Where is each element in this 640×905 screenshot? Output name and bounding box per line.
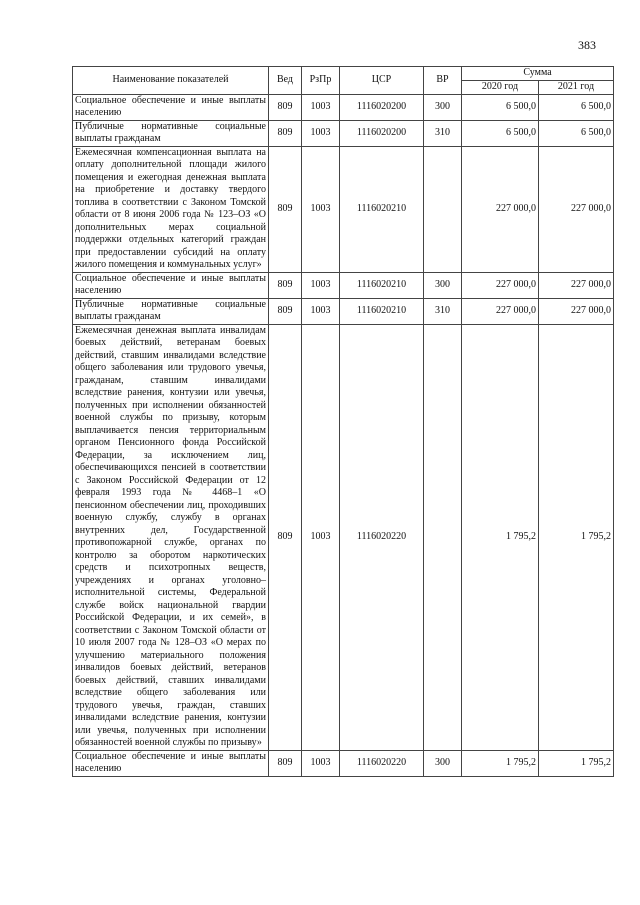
row-sum-2020: 6 500,0 — [462, 120, 539, 146]
row-sum-2020: 6 500,0 — [462, 94, 539, 120]
row-sum-2020: 227 000,0 — [462, 272, 539, 298]
header-year-2021: 2021 год — [539, 81, 614, 95]
page-number: 383 — [578, 38, 596, 52]
row-name: Социальное обеспечение и иные выплаты населению — [73, 94, 269, 120]
row-vr — [424, 324, 462, 750]
row-csr: 1116020220 — [340, 750, 424, 776]
row-csr: 1116020200 — [340, 120, 424, 146]
row-name: Публичные нормативные социальные выплаты гражданам — [73, 298, 269, 324]
row-vr — [424, 146, 462, 272]
row-sum-2021: 227 000,0 — [539, 146, 614, 272]
row-sum-2021: 1 795,2 — [539, 324, 614, 750]
row-sum-2021: 6 500,0 — [539, 94, 614, 120]
header-year-2020: 2020 год — [462, 81, 539, 95]
table-row — [73, 120, 614, 146]
row-name: Социальное обеспечение и иные выплаты населению — [73, 750, 269, 776]
row-rzpr: 1003 — [302, 272, 340, 298]
row-name: Социальное обеспечение и иные выплаты населению — [73, 272, 269, 298]
row-csr: 1116020220 — [340, 324, 424, 750]
row-csr: 1116020210 — [340, 298, 424, 324]
row-rzpr: 1003 — [302, 146, 340, 272]
table-row — [73, 324, 614, 750]
row-rzpr: 1003 — [302, 120, 340, 146]
row-ved: 809 — [269, 324, 302, 750]
row-name: Публичные нормативные социальные выплаты гражданам — [73, 120, 269, 146]
header-name: Наименование показателей — [73, 67, 269, 95]
row-sum-2021: 227 000,0 — [539, 272, 614, 298]
header-summa: Сумма — [462, 67, 614, 81]
header-vr: ВР — [424, 67, 462, 95]
row-rzpr: 1003 — [302, 94, 340, 120]
row-ved: 809 — [269, 120, 302, 146]
row-sum-2020: 1 795,2 — [462, 750, 539, 776]
table-row — [73, 750, 614, 776]
table-row — [73, 146, 614, 272]
row-vr: 300 — [424, 94, 462, 120]
table-row — [73, 94, 614, 120]
row-vr: 310 — [424, 120, 462, 146]
row-csr: 1116020210 — [340, 146, 424, 272]
row-sum-2021: 6 500,0 — [539, 120, 614, 146]
row-csr: 1116020200 — [340, 94, 424, 120]
row-sum-2020: 227 000,0 — [462, 146, 539, 272]
row-vr: 310 — [424, 298, 462, 324]
budget-table — [72, 66, 614, 777]
row-rzpr: 1003 — [302, 298, 340, 324]
row-name: Ежемесячная компенсационная выплата на оплату дополнительной площади жилого помещения и ежегодная денежная выплата на приобретение и доставку твердого топлива в соответствии с Законом Томской области от 8 июня 2006 года № 123–ОЗ «О дополнительных мерах социальной поддержки отдельных категорий граждан при предоставлении субсидий на оплату жилого помещения и коммунальных услуг» — [73, 146, 269, 272]
row-csr: 1116020210 — [340, 272, 424, 298]
row-ved: 809 — [269, 750, 302, 776]
row-rzpr: 1003 — [302, 750, 340, 776]
row-ved: 809 — [269, 94, 302, 120]
header-csr: ЦСР — [340, 67, 424, 95]
row-name: Ежемесячная денежная выплата инвалидам боевых действий, ветеранам боевых действий, ставшим инвалидами вследствие общего заболевания или трудового увечья, гражданам, ставшим инвалидами вследствие ранения, контузии или увечья, полученных при исполнении обязанностей военной службы по призыву, которым выплачивается пенсия территориальным органом Пенсионного фонда Российской Федерации, за исключением лиц, обеспечивающихся пенсией в соответствии с Законом Российской Федерации от 12 февраля 1993 года № 4468–1 «О пенсионном обеспечении лиц, проходивших военную службу, службу в органах внутренних дел, Государственной противопожарной службе, органах по контролю за оборотом наркотических средств и психотропных веществ, учреждениях и органах уголовно–исполнительной системы, Федеральной службе войск национальной гвардии Российской Федерации, и их семей», в соответствии с Законом Томской области от 10 июля 2007 года № 128–ОЗ «О мерах по улучшению материального положения инвалидов боевых действий, ветеранов боевых действий, ставших инвалидами вследствие общего заболевания или трудового увечья, граждан, ставших инвалидами вследствие ранения, контузии или увечья, полученных при исполнении обязанностей военной службы по призыву» — [73, 324, 269, 750]
row-sum-2020: 1 795,2 — [462, 324, 539, 750]
row-sum-2020: 227 000,0 — [462, 298, 539, 324]
row-ved: 809 — [269, 298, 302, 324]
row-vr: 300 — [424, 272, 462, 298]
row-ved: 809 — [269, 146, 302, 272]
table-row — [73, 298, 614, 324]
row-sum-2021: 1 795,2 — [539, 750, 614, 776]
row-rzpr: 1003 — [302, 324, 340, 750]
table-row — [73, 272, 614, 298]
row-sum-2021: 227 000,0 — [539, 298, 614, 324]
header-rzpr: РзПр — [302, 67, 340, 95]
header-ved: Вед — [269, 67, 302, 95]
row-ved: 809 — [269, 272, 302, 298]
row-vr: 300 — [424, 750, 462, 776]
